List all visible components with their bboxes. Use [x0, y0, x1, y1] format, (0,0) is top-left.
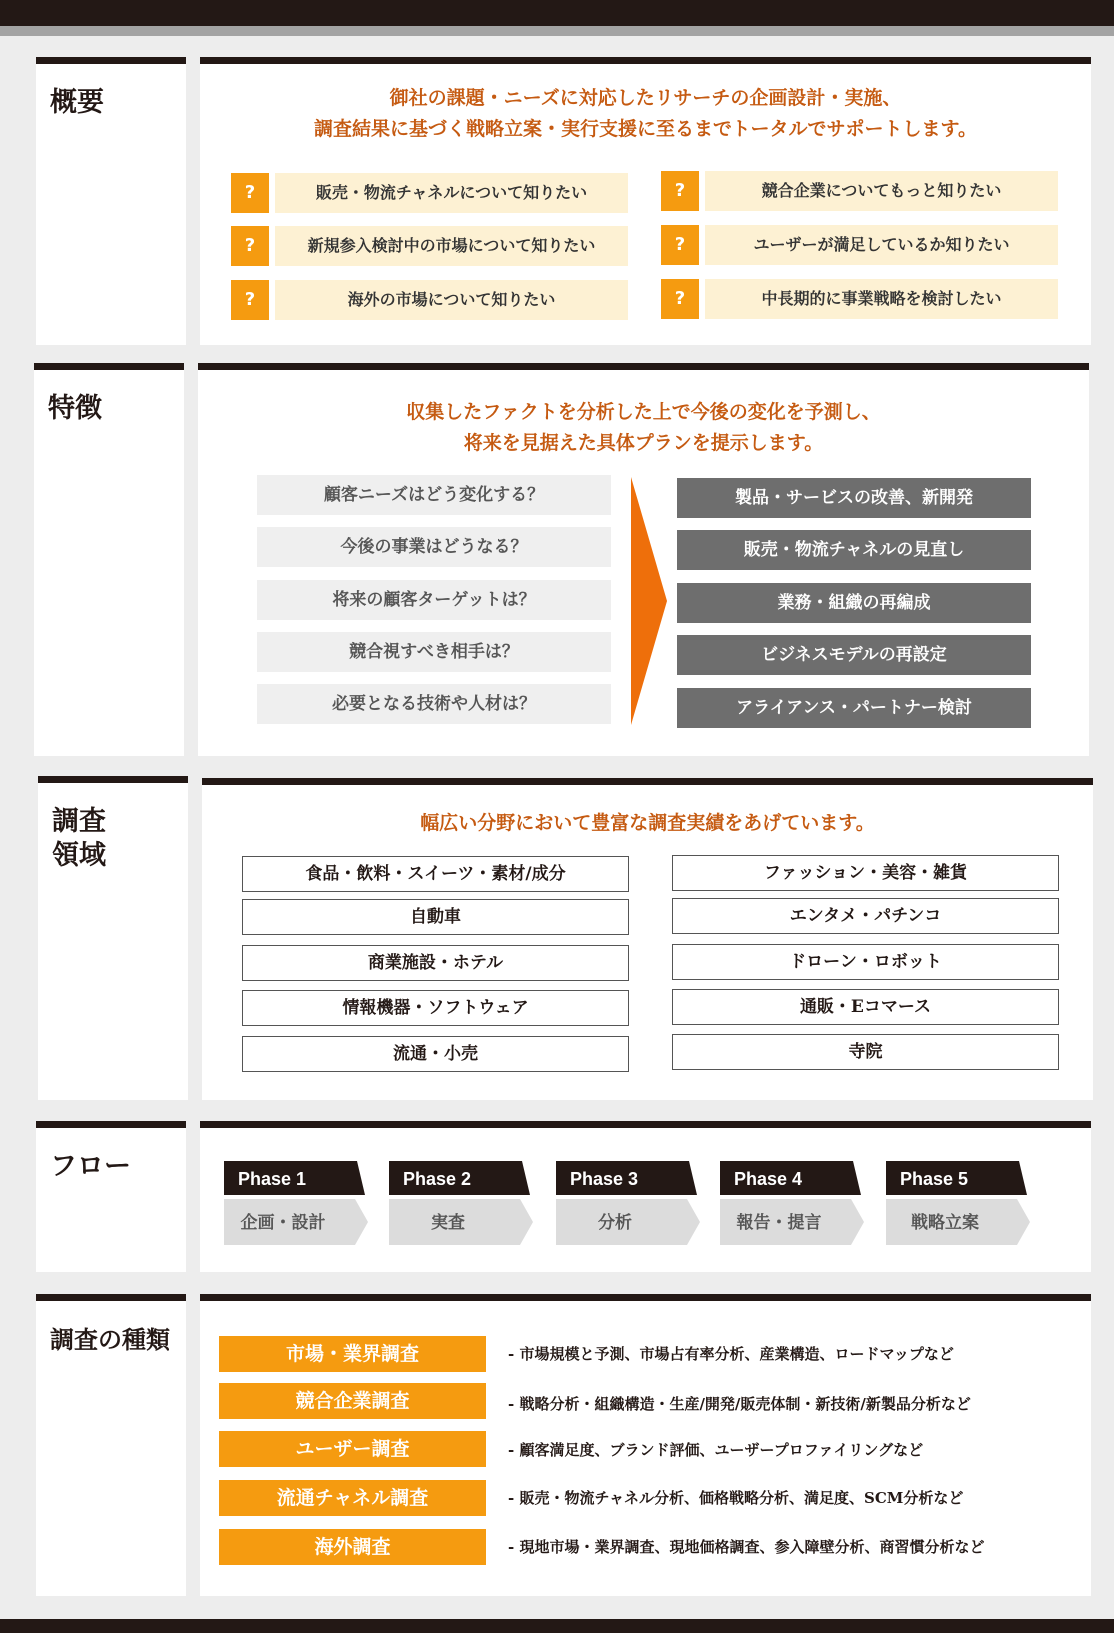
areas-title-line2: 領域: [52, 840, 106, 871]
area-item: 流通・小売: [242, 1036, 629, 1072]
question-icon: ?: [231, 226, 269, 266]
phase-step-label: 企画・設計: [240, 1213, 326, 1233]
features-lead-2: 将来を見据えた具体プランを提示します。: [463, 432, 824, 454]
question-icon: ?: [231, 173, 269, 213]
flow-title: フロー: [50, 1151, 131, 1182]
research-type-label: 流通チャネル調査: [219, 1480, 486, 1516]
phase-name: Phase 2: [403, 1169, 472, 1189]
phase-step-label: 報告・提言: [736, 1213, 822, 1233]
area-item: 商業施設・ホテル: [242, 945, 629, 981]
phase-name: Phase 1: [238, 1169, 307, 1189]
feature-question: 将来の顧客ターゲットは？: [257, 580, 611, 620]
features-title: 特徴: [48, 393, 102, 424]
overview-item: [231, 226, 628, 266]
question-icon: ?: [661, 279, 699, 319]
feature-answer: 販売・物流チャネルの見直し: [677, 530, 1031, 570]
area-item: ドローン・ロボット: [672, 944, 1059, 980]
feature-question: 今後の事業はどうなる？: [257, 527, 611, 567]
research-type-label: ユーザー調査: [219, 1431, 486, 1467]
phase-name: Phase 3: [570, 1169, 639, 1189]
phase-step: [886, 1161, 1030, 1245]
phase-name: Phase 5: [900, 1169, 969, 1189]
research-type-desc: - 顧客満足度、ブランド評価、ユーザープロファイリングなど: [508, 1441, 924, 1459]
types-label-box: [36, 1294, 186, 1596]
overview-lead-2: 調査結果に基づく戦略立案・実行支援に至るまでトータルでサポートします。: [313, 118, 978, 140]
area-item: 情報機器・ソフトウェア: [242, 990, 629, 1026]
overview-item: [231, 280, 628, 320]
research-type-label: 競合企業調査: [219, 1383, 486, 1419]
overview-lead-1: 御社の課題・ニーズに対応したリサーチの企画設計・実施、: [389, 87, 902, 109]
overview-title: 概要: [50, 87, 104, 118]
research-type-desc: - 販売・物流チャネル分析、価格戦略分析、満足度、SCM分析など: [508, 1489, 964, 1507]
types-title: 調査の種類: [50, 1325, 170, 1354]
overview-item-text: 販売・物流チャネルについて知りたい: [275, 173, 628, 213]
areas-title: [52, 805, 106, 873]
phase-step: [224, 1161, 368, 1245]
research-type-label: 市場・業界調査: [219, 1336, 486, 1372]
phase-name: Phase 4: [734, 1169, 803, 1189]
feature-question: 顧客ニーズはどう変化する？: [257, 475, 611, 515]
feature-answer: 業務・組織の再編成: [677, 583, 1031, 623]
top-bar: [0, 0, 1114, 26]
overview-item: [661, 171, 1058, 211]
features-lead-1: 収集したファクトを分析した上で今後の変化を予測し、: [406, 401, 881, 423]
research-type-desc: - 現地市場・業界調査、現地価格調査、参入障壁分析、商習慣分析など: [508, 1538, 985, 1556]
overview-item: [661, 279, 1058, 319]
area-item: 通販・Eコマース: [672, 989, 1059, 1025]
feature-answer: ビジネスモデルの再設定: [677, 635, 1031, 675]
feature-question: 競合視すべき相手は？: [257, 632, 611, 672]
areas-label-box: [38, 776, 188, 1100]
phase-step-label: 戦略立案: [911, 1213, 979, 1233]
overview-item-text: 競合企業についてもっと知りたい: [705, 171, 1058, 211]
overview-item: [661, 225, 1058, 265]
phase-step: [556, 1161, 700, 1245]
feature-question: 必要となる技術や人材は？: [257, 684, 611, 724]
research-type-desc: - 戦略分析・組織構造・生産/開発/販売体制・新技術/新製品分析など: [508, 1395, 971, 1413]
arrow-right-icon: [631, 477, 667, 725]
area-item: ファッション・美容・雑貨: [672, 855, 1059, 891]
question-icon: ?: [661, 171, 699, 211]
feature-answer: 製品・サービスの改善、新開発: [677, 478, 1031, 518]
area-item: エンタメ・パチンコ: [672, 898, 1059, 934]
overview-item-text: 新規参入検討中の市場について知りたい: [275, 226, 628, 266]
research-type-desc: - 市場規模と予測、市場占有率分析、産業構造、ロードマップなど: [508, 1345, 954, 1363]
question-icon: ?: [231, 280, 269, 320]
feature-answer: アライアンス・パートナー検討: [677, 688, 1031, 728]
areas-title-line1: 調査: [52, 806, 106, 837]
phase-step-label: 実査: [431, 1213, 465, 1233]
overview-item-text: 中長期的に事業戦略を検討したい: [705, 279, 1058, 319]
top-accent-line: [0, 26, 1114, 36]
features-label-box: [34, 363, 184, 756]
phase-step-label: 分析: [598, 1213, 632, 1233]
area-item: 自動車: [242, 899, 629, 935]
area-item: 寺院: [672, 1034, 1059, 1070]
areas-lead: 幅広い分野において豊富な調査実績をあげています。: [420, 812, 875, 834]
overview-label-box: [36, 57, 186, 345]
phase-step: [389, 1161, 533, 1245]
overview-item-text: 海外の市場について知りたい: [275, 280, 628, 320]
phase-step: [720, 1161, 864, 1245]
overview-item-text: ユーザーが満足しているか知りたい: [705, 225, 1058, 265]
area-item: 食品・飲料・スイーツ・素材/成分: [242, 856, 629, 892]
research-type-label: 海外調査: [219, 1529, 486, 1565]
question-icon: ?: [661, 225, 699, 265]
flow-label-box: [36, 1121, 186, 1272]
overview-item: [231, 173, 628, 213]
bottom-bar: [0, 1619, 1114, 1633]
